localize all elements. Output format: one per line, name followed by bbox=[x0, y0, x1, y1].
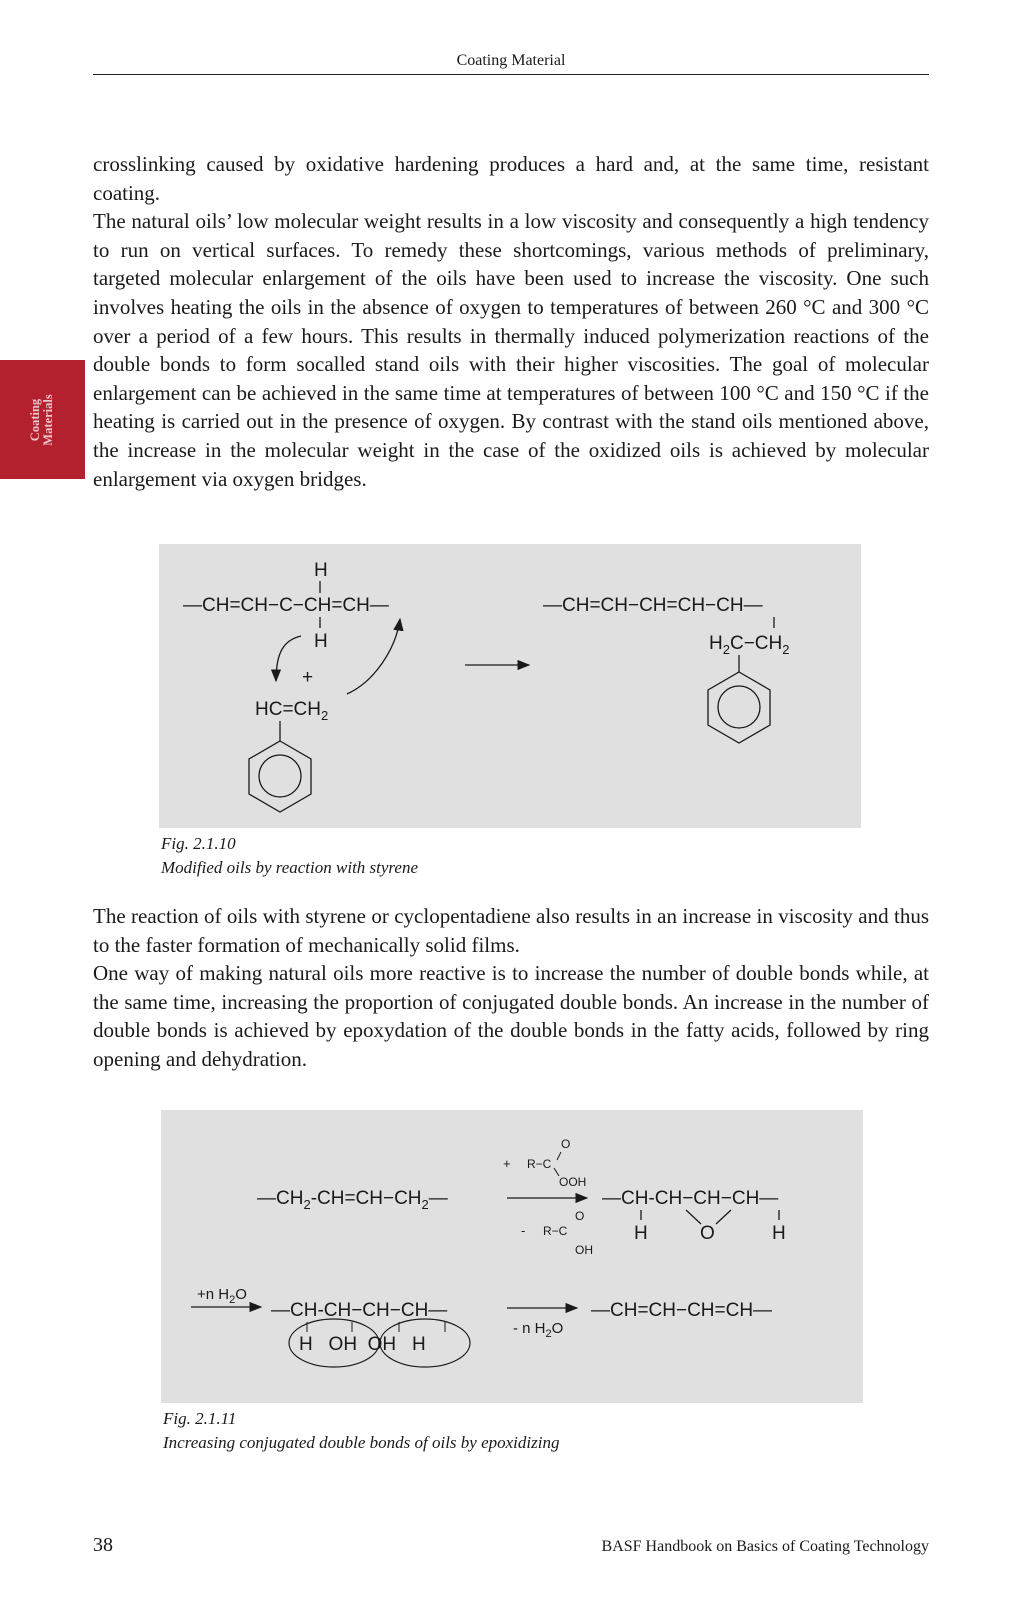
body-text-middle bbox=[93, 902, 929, 1074]
figure-epoxidizing-reaction bbox=[161, 1110, 863, 1403]
h2c-ch2-label: $H_2C-CH_2$ bbox=[709, 633, 790, 657]
plus-label: + bbox=[302, 667, 314, 688]
diol-substituents: H OH OH H bbox=[299, 1334, 426, 1355]
caption-text: Modified oils by reaction with styrene bbox=[161, 858, 419, 877]
epoxide-h-right: H bbox=[772, 1223, 786, 1244]
peracid-label: R−C bbox=[527, 1157, 552, 1171]
chain-left-label: —CH=CH−C−CH=CH— bbox=[183, 595, 389, 616]
header-rule bbox=[93, 74, 929, 75]
epoxidizing-reaction-diagram bbox=[161, 1110, 863, 1403]
acid-label: R−C bbox=[543, 1224, 568, 1238]
remove-water-label: - n $H_2O$ bbox=[513, 1320, 564, 1340]
paragraph: crosslinking caused by oxidative hardening produces a hard and, at the same time, resistant coating. bbox=[93, 152, 929, 205]
h-top-label: H bbox=[314, 560, 328, 581]
paragraph: The reaction of oils with styrene or cyclopentadiene also results in an increase in viscosity and thus to the faster formation of mechanically solid films. bbox=[93, 904, 929, 957]
epoxide-h-left: H bbox=[634, 1223, 648, 1244]
add-water-label: +n $H_2O$ bbox=[197, 1286, 247, 1306]
acid-o: O bbox=[575, 1209, 585, 1223]
chain-right-label: —CH=CH−CH=CH−CH— bbox=[543, 595, 763, 616]
paragraph: The natural oils’ low molecular weight results in a low viscosity and consequently a high tendency to run on vertical surfaces. To remedy these shortcomings, various methods of preliminary, targeted molecular enlargement of the oils have been used to increase the viscosity. One such involves heating the oils in the absence of oxygen to temperatures of between 260 °C and 300 °C over a period of a few hours. This results in thermally induced polymerization reactions of the double bonds to form socalled stand oils with their higher viscosities. The goal of molecular enlargement can be achieved in the same time at temperatures of between 100 °C and 150 °C if the heating is carried out in the presence of oxygen. By contrast with the stand oils mentioned above, the increase in the molecular weight in the case of the oxidized oils is achieved by molecular enlargement via oxygen bridges. bbox=[93, 209, 929, 491]
body-text-top bbox=[93, 150, 929, 493]
figure-styrene-reaction bbox=[159, 544, 861, 828]
diene-chain-label: —CH=CH−CH=CH— bbox=[591, 1300, 773, 1321]
side-tab-line2: Materials bbox=[41, 394, 55, 446]
figure-caption bbox=[163, 1407, 559, 1455]
page-number: 38 bbox=[93, 1534, 113, 1556]
running-header: Coating Material bbox=[456, 52, 566, 69]
peracid-o: O bbox=[561, 1137, 571, 1151]
styrene-vinyl-label: $HC=CH_2$ bbox=[255, 699, 329, 723]
footer-book-title: BASF Handbook on Basics of Coating Technology bbox=[601, 1538, 929, 1555]
epoxide-chain-label: —CH-CH−CH−CH— bbox=[602, 1188, 779, 1209]
side-tab-label bbox=[29, 394, 55, 445]
epoxide-oxygen: O bbox=[700, 1223, 715, 1244]
figure-caption bbox=[161, 832, 418, 880]
section-side-tab bbox=[0, 360, 85, 479]
caption-number: Fig. 2.1.11 bbox=[163, 1409, 237, 1428]
starting-chain-label: $—CH_2-CH=CH-CH_2—$ bbox=[257, 1188, 448, 1212]
styrene-reaction-diagram bbox=[159, 544, 861, 828]
caption-number: Fig. 2.1.10 bbox=[161, 834, 236, 853]
h-bottom-label: H bbox=[314, 631, 328, 652]
paragraph: One way of making natural oils more reactive is to increase the number of double bonds while, at the same time, increasing the proportion of conjugated double bonds. An increase in the number of double bonds is achieved by epoxydation of the double bonds in the fatty acids, followed by ring opening and dehydration. bbox=[93, 961, 929, 1071]
plus-reagent: + bbox=[503, 1156, 511, 1171]
acid-oh: OH bbox=[575, 1243, 593, 1257]
diol-chain-label: —CH-CH−CH−CH— bbox=[271, 1300, 448, 1321]
side-tab-line1: Coating bbox=[28, 398, 42, 442]
peracid-ooh: OOH bbox=[559, 1175, 587, 1189]
caption-text: Increasing conjugated double bonds of oils by epoxidizing bbox=[163, 1433, 560, 1452]
minus-acid: - bbox=[521, 1223, 526, 1238]
